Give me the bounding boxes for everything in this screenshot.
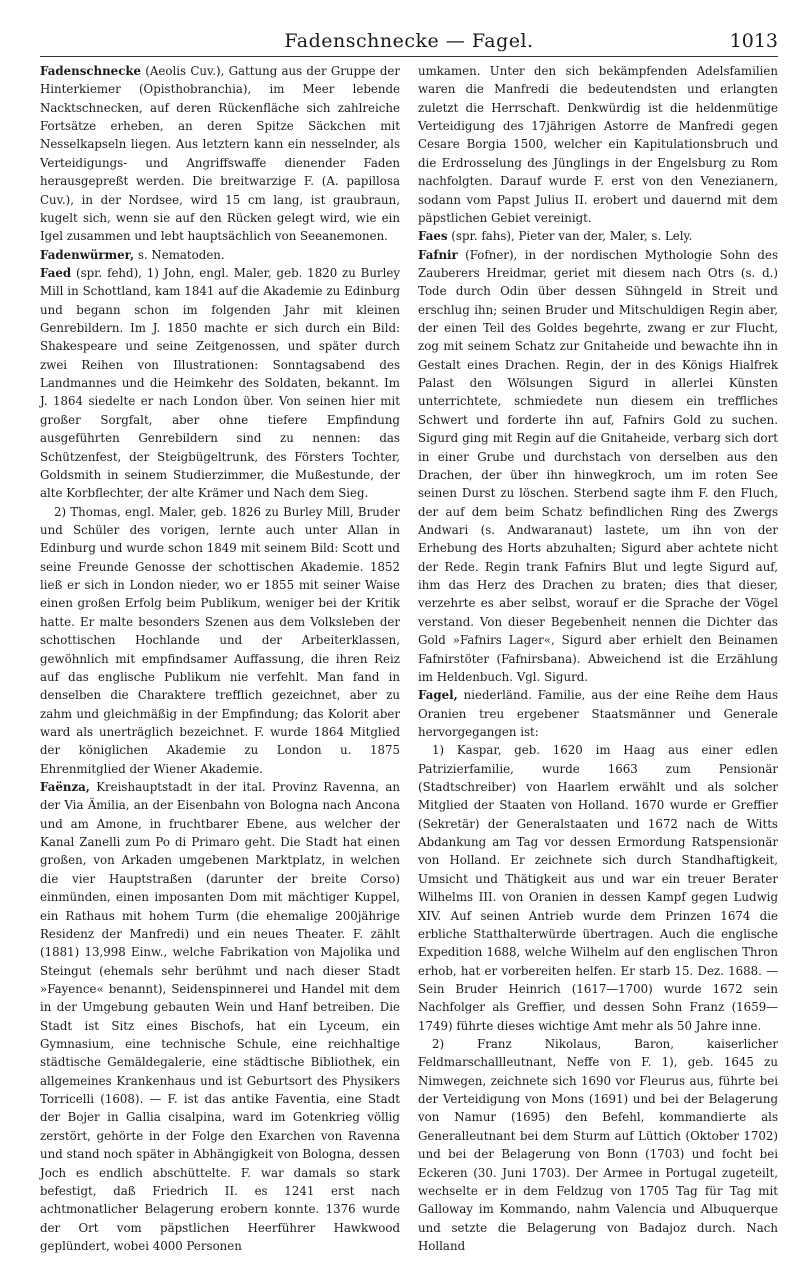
entry-text: niederländ. Familie, aus der eine Reihe dem Haus Oranien treu ergebener Staatsmänner und Generale hervorgegangen ist: [418, 688, 778, 739]
entry-fagel-franz: 2) Franz Nikolaus, Baron, kaiserlicher Feldmarschallleutnant, Neffe von F. 1), geb. 1645 zu Nimwegen, zeichnete sich 1690 vor Fleurus aus, führte bei der Verteidigung von Mons (1691) und bei der Belagerung von Namur (1695) den Befehl, kommandierte als Generalleutnant bei dem Sturm auf Lüttich (Oktober 1702) und bei der Belagerung von Bonn (1703) und focht bei Eckeren (30. Juni 1703). Der Armee in Portugal zugeteilt, wechselte er in dem Feldzug von 1705 Tag für Tag mit Galloway im Kommando, nahm Valencia und Albuquerque und setzte die Belagerung von Badajoz durch. Nach Holland [418, 1037, 778, 1253]
right-column [418, 62, 778, 1255]
entry-faed-thomas: 2) Thomas, engl. Maler, geb. 1826 zu Burley Mill, Bruder und Schüler des vorigen, lernte auch unter Allan in Edinburg und wurde schon 1849 mit seinem Bild: Scott und seine Freunde Genosse der schottischen Akademie. 1852 ließ er sich in London nieder, wo er 1855 mit seiner Waise einen großen Erfolg beim Publikum, weniger bei der Kritik hatte. Er malte besonders Szenen aus dem Volksleben der schottischen Hochlande und der Arbeiterklassen, gewöhnlich mit empfindsamer Auffassung, die ihren Reiz auf das englische Publikum nie verfehlt. Man fand in denselben die Charaktere trefflich gezeichnet, aber zu zahm und gleichmäßig in der Empfindung; das Kolorit aber ward als unerträglich bezeichnet. F. wurde 1864 Mitglied der königlichen Akademie zu London u. 1875 Ehrenmitglied der Wiener Akademie. [40, 504, 400, 776]
entry-faenza-continued: umkamen. Unter den sich bekämpfenden Adelsfamilien waren die Manfredi die bedeutendsten und erlangten zuletzt die Herrschaft. Denkwürdig ist die heldenmütige Verteidigung des 17jährigen Astorre de Manfredi gegen Cesare Borgia 1500, welcher ein Kapitulationsbruch und die Erdrosselung des Jünglings in der Engelsburg zu Rom nachfolgten. Darauf wurde F. erst von den Venezianern, sodann vom Papst Julius II. erobert und dauernd mit dem päpstlichen Gebiet vereinigt. [418, 64, 778, 225]
left-column [40, 62, 400, 1255]
entry-text: s. Nematoden. [134, 247, 225, 262]
entry-faes [418, 227, 778, 245]
headword: Faed [40, 265, 72, 280]
page-header [40, 26, 778, 57]
headword: Fadenschnecke [40, 64, 142, 78]
page-number: 1013 [729, 30, 778, 52]
entry-fagel-kaspar: 1) Kaspar, geb. 1620 im Haag aus einer edlen Patrizierfamilie, wurde 1663 zum Pensionär (Stadtschreiber) von Haarlem erwählt und als solcher Mitglied der Staaten von Holland. 1670 wurde er Greffier (Sekretär) der Generalstaaten und 1672 nach de Witts Abdankung am Tag vor dessen Ermordung Ratspensionär von Holland. Er zeichnete sich durch Standhaftigkeit, Umsicht und Thätigkeit aus und war ein treuer Berater Wilhelms III. von Oranien in dessen Kampf gegen Ludwig XIV. Auf seinen Antrieb wurde dem Prinzen 1674 die erbliche Statthalterwürde übertragen. Auch die englische Expedition 1688, welche Wilhelm auf den englischen Thron erhob, hat er vorbereiten helfen. Er starb 15. Dez. 1688. — Sein Bruder Heinrich (1617—1700) wurde 1672 sein Nachfolger als Greffier, und dessen Sohn Franz (1659—1749) führte dieses wichtige Amt mehr als 50 Jahre inne. [418, 743, 778, 1033]
entry-fadenschnecke [40, 62, 400, 246]
entry-fagel [418, 686, 778, 741]
headword: Fagel, [418, 688, 458, 703]
headword: Fafnir [418, 247, 458, 262]
entry-faenza [40, 778, 400, 1255]
running-title: Fadenschnecke — Fagel. [284, 30, 534, 52]
entry-fadenwuermer [40, 246, 400, 264]
entry-text: Kreishauptstadt in der ital. Provinz Ravenna, an der Via Ämilia, an der Eisenbahn von Bologna nach Ancona und am Amone, in fruchtbarer Ebene, aus welcher der Kanal Zanelli zum Po di Primaro geht. Die Stadt hat einen großen, von Arkaden umgebenen Marktplatz, in welchen die vier Hauptstraßen (darunter der breite Corso) einmünden, einen imposanten Dom mit mächtiger Kuppel, ein Rathaus mit hohem Turm (die ehemalige 200jährige Residenz der Manfredi) und ein neues Theater. F. zählt (1881) 13,998 Einw., welche Fabrikation von Majolika und Steingut (ehemals sehr berühmt und nach dieser Stadt »Fayence« benannt), Seidenspinnerei und Handel mit dem in der Umgebung gebauten Wein und Hanf betreiben. Die Stadt ist Sitz eines Bischofs, hat ein Lyceum, ein Gymnasium, eine technische Schule, eine reichhaltige städtische Gemäldegalerie, eine städtische Bibliothek, ein allgemeines Krankenhaus und ist Geburtsort des Physikers Torricelli (1608). — F. ist das antike Faventia, eine Stadt der Bojer in Gallia cisalpina, ward im Gotenkrieg völlig zerstört, gehörte in der Folge den Exarchen von Ravenna und stand noch später in Abhängigkeit von Bologna, dessen Joch es endlich abschüttelte. F. war damals so stark befestigt, daß Friedrich II. es 1241 erst nach achtmonatlicher Belagerung erobern konnte. 1376 wurde der Ort vom päpstlichen Heerführer Hawkwood geplündert, wobei 4000 Personen [40, 780, 400, 1253]
entry-text: (Aeolis Cuv.), Gattung aus der Gruppe der Hinterkiemer (Opisthobranchia), im Meer lebende Nacktschnecken, auf deren Rückenfläche sich zahlreiche Fortsätze erheben, an deren Spitze Säckchen mit Nesselkapseln liegen. Aus letztern kann ein nesselnder, als Verteidigungs- und Angriffswaffe dienender Faden herausgepreßt werden. Die breitwarzige F. (A. papillosa Cuv.), in der Nordsee, wird 15 cm lang, ist graubraun, kugelt sich, wenn sie auf den Rücken gelegt wird, wie ein Igel zusammen und lebt hauptsächlich von Seeanemonen. [40, 64, 400, 244]
headword: Faënza, [40, 780, 90, 795]
headword: Fadenwürmer, [40, 247, 135, 262]
entry-text: (Fofner), in der nordischen Mythologie Sohn des Zauberers Hreidmar, geriet mit diesem nach Otrs (s. d.) Tode durch Odin über dessen Sühngeld in Streit und erschlug ihn; seinen Bruder und Mitschuldigen Regin aber, der einen Teil des Goldes begehrte, zwang er zur Flucht, zog mit seinem Schatz zur Gnitaheide und bewachte ihn in Gestalt eines Drachen. Regin, der in des Königs Hialfrek Palast den Wölsungen Sigurd in allerlei Künsten unterrichtete, schmiedete nun diesem ein treffliches Schwert und forderte ihn auf, Fafnirs Gold zu suchen. Sigurd ging mit Regin auf die Gnitaheide, verbarg sich dort in einer Grube und durchstach von derselben aus den Drachen, der über ihn hinwegkroch, um im roten See seinen Durst zu löschen. Sterbend sagte ihm F. den Fluch, der auf dem beim Schatz befindlichen Ring des Zwergs Andwari (s. Andwaranaut) lastete, um ihn von der Erhebung des Horts abzuhalten; Sigurd aber achtete nicht der Rede. Regin trank Fafnirs Blut und legte Sigurd auf, ihm das Herz des Drachen zu braten; dies that dieser, verzehrte es aber selbst, worauf er die Sprache der Vögel verstand. Von dieser Begebenheit nennen die Dichter das Gold »Fafnirs Lager«, Sigurd aber erhielt den Beinamen Fafnirstöter (Fafnirsbana). Abweichend ist die Erzählung im Heldenbuch. Vgl. Sigurd. [418, 247, 778, 684]
entry-text: (spr. fahs), Pieter van der, Maler, s. Lely. [447, 229, 693, 244]
entry-text: (spr. fehd), 1) John, engl. Maler, geb. 1820 zu Burley Mill in Schottland, kam 1841 auf die Akademie zu Edinburg und begann schon im folgenden Jahr mit kleinen Genrebildern. Im J. 1850 machte er sich durch ein Bild: Shakespeare und seine Zeitgenossen, und später durch zwei Reihen von Illustrationen: Sonntagsabend des Landmannes und die Heimkehr des Soldaten, bekannt. Im J. 1864 siedelte er nach London über. Von seinen hier mit großer Sorgfalt, aber ohne tiefere Empfindung ausgeführten Genrebildern sind zu nennen: das Schützenfest, der Steigbügeltrunk, des Försters Tochter, Goldsmith in seinem Studierzimmer, die Mußestunde, der alte Korbflechter, der alte Krämer und Nach dem Sieg. [40, 265, 400, 501]
headword: Faes [418, 229, 448, 244]
entry-faed [40, 264, 400, 503]
entry-fafnir [418, 246, 778, 687]
